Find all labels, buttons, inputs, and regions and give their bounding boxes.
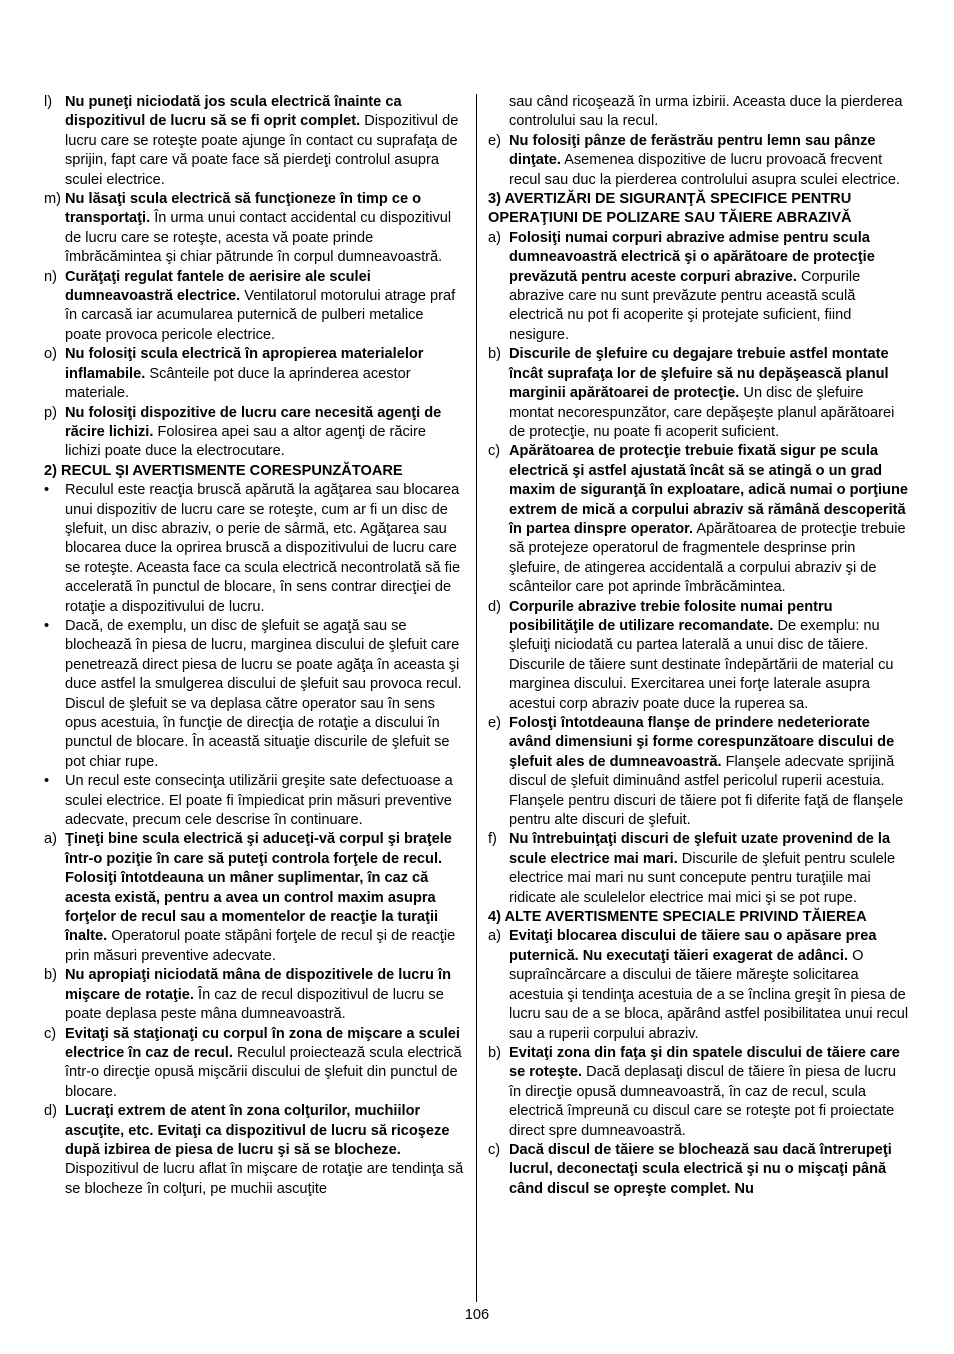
item-text: Asemenea dispozitive de lucru provoacă frecvent recul sau duc la pierderea controlului asupra sculei electrice. [509,152,900,188]
item-text: De exemplu: nu şlefuiţi niciodată cu partea laterală a unui disc de tăiere. Discurile de tăiere sunt destinate îndepărtării de material cu marginea discului. Exercitarea unei forţe laterale asupra acestui corp abraziv poate duce la ruperea sa. [509,617,894,712]
item-bold-text: Lucraţi extrem de atent în zona colţurilor, muchiilor ascuţite, etc. Evitaţi ca dispozitivul de lucru să ricoşeze după izbirea de piesa de lucru şi să se blocheze. [65,1103,450,1158]
list-item [44,345,464,403]
item-label: b) [488,1044,501,1061]
list-item [488,345,910,442]
bullet-item [44,481,464,617]
item-label: l) [44,94,53,110]
page-number: 106 [464,1307,490,1323]
item-text: Flanşele adecvate sprijină discul de şlefuit diminuând astfel pericolul ruperii acestuia. Flanşele pentru discuri de tăiere pot fi diferite faţă de flanşele pentru alte discuri de şlefuit. [509,753,904,829]
item-bold-text: Folosţi întotdeauna flanşe de prindere nedeteriorate având dimensiuni şi forme corespunzătoare discului de şlefuit ales de dumneavoastră. [509,715,895,770]
item-label: f) [488,831,497,848]
item-text: Dispozitivul de lucru care se roteşte poate ajunge în contact cu suprafaţa de sprijin, fapt care vă poate face să pierdeţi controlul asupra sculei electrice. [65,113,459,188]
bullet-item [44,617,464,772]
item-label: o) [44,346,57,363]
item-bold-text: Nu folosiţi scula electrică în apropierea materialelor inflamabile. [65,346,424,382]
item-label: p) [44,404,57,421]
list-item [44,830,464,966]
item-text: Reculul este reacţia bruscă apărută la agăţarea sau blocarea unui dispozitiv de lucru care se roteşte, cum ar fi un disc de şlefuit, un disc abraziv, o perie de sârmă, etc. Agăţarea sau blocarea duce la oprirea bruscă a dispozitivului de lucru care se roteşte. Aceasta face ca scula electrică necontrolată să fie accelerată în punctul de blocare, în sens contrar direcţiei de rotaţie a dispozitivului de lucru. [65,482,461,615]
item-bold-text: Evitaţi blocarea discului de tăiere sau o apăsare prea puternică. Nu executaţi tăieri exagerat de adânci. [509,928,877,964]
item-bold-text: Evitaţi zona din faţa şi din spatele discului de tăiere care se roteşte. [509,1044,900,1081]
item-text: În caz de recul dispozitivul de lucru se poate deplasa peste mâna dumneavoastră. [65,986,444,1023]
item-label: • [44,617,50,634]
item-text: Un disc de şlefuire montat necorespunzător, care depăşeşte planul apărătoarei de protecţie, nu poate fi acoperit suficient. [509,385,895,440]
list-item [44,404,464,462]
list-item [488,93,910,132]
list-item [488,927,910,1043]
item-label: d) [488,598,501,615]
item-label: b) [488,346,501,363]
item-label: c) [488,1141,501,1158]
item-text: În urma unui contact accidental cu dispozitivul de lucru care se roteşte, acesta vă poate prinde îmbrăcămintea şi chiar pătrunde în corpul dumneavoastră. [65,210,452,266]
item-bold-text: Nu folosiţi pânze de ferăstrău pentru lemn sau pânze dinţate. [509,132,876,169]
item-bold-text: Ţineţi bine scula electrică şi aduceţi-vă corpul şi braţele într-o poziţie în care să puteţi controla forţele de recul. Folosiţi întotdeauna un mâner suplimentar, în caz că acesta există, pentru a avea un control maxim asupra forţelor de recul sau a momentelor de reacţie la turaţii înalte. [65,831,452,945]
item-text: Folosirea apei sau a altor agenţi de răcire lichizi poate duce la electrocutare. [65,423,426,460]
section-heading: 2) RECUL ŞI AVERTISMENTE CORESPUNZĂTOARE [44,462,403,479]
item-text: Reculul proiectează scula electrică într-o direcţie opusă mişcării discului de şlefuit din punctul de blocare. [65,1044,462,1100]
item-bold-text: Discurile de şlefuire cu degajare trebuie astfel montate încât suprafaţa lor de şlefuire să nu depăşească planul marginii apărătoarei de protecţie. [509,346,889,402]
item-bold-text: Nu puneţi niciodată jos scula electrică înainte ca dispozitivul de lucru să se fi oprit complet. [65,94,402,130]
item-text: Corpurile abrazive care nu sunt prevăzute pentru această sculă electrică nu pot fi acoperite şi protejate suficient, fiind nesigure. [509,268,861,343]
list-item [44,93,464,190]
list-item [488,132,910,190]
item-label: d) [44,1103,57,1120]
item-bold-text: Dacă discul de tăiere se blochează sau dacă întrerupeţi lucrul, deconectaţi scula electrică şi nu o mişcaţi până când discul se opreşte complet. Nu [509,1141,892,1197]
item-text: Apărătoarea de protecţie trebuie să protejeze operatorul de fragmentele desprinse prin şlefuire, de atingerea accidentală a corpului abraziv şi de scânteilor care pot aprinde îmbrăcămintea. [509,520,906,596]
item-label: a) [488,928,501,945]
left-column [44,93,464,1199]
list-item [44,190,464,268]
item-label: b) [44,967,57,984]
item-label: • [44,482,50,499]
item-text: Ventilatorul motorului atrage praf în carcasă iar acumularea puternică de pulberi metalice poate provoca pericole electrice. [65,288,456,343]
item-label: a) [488,229,501,246]
list-item [488,598,910,714]
list-item [44,1102,464,1199]
item-label: c) [44,1025,57,1042]
list-item [488,1141,910,1199]
item-text: O supraîncărcare a discului de tăiere măreşte solicitarea acestuia şi tendinţa acestuia de a se înclina greşit în piesa de lucru sau de a se bloca, apărând astfel posibilitatea unui recul sau a ruperii corpului abraziv. [509,947,909,1042]
list-item [488,714,910,830]
right-column [488,93,910,1199]
section-heading: 4) ALTE AVERTISMENTE SPECIALE PRIVIND TĂIEREA [488,909,867,926]
item-bold-text: Folosiţi numai corpuri abrazive admise pentru scula dumneavoastră electrică şi o apărătoare de protecţie prevăzută pentru aceste corpuri abrazive. [509,229,875,285]
item-bold-text: Nu folosiţi dispozitive de lucru care necesită agenţi de răcire lichizi. [65,404,442,440]
item-bold-text: Nu apropiaţi niciodată mâna de dispozitivele de lucru în mişcare de rotaţie. [65,967,451,1003]
list-item [44,268,464,346]
item-bold-text: Nu lăsaţi scula electrică să funcţioneze în timp ce o transportaţi. [65,191,422,227]
item-label: c) [488,443,501,460]
item-text: Dacă, de exemplu, un disc de şlefuit se agaţă sau se blochează în piesa de lucru, marginea discului de şlefuit care penetrează direct piesa de lucru se poate agăţa în aceasta şi duce astfel la smulgerea discului de şlefuit sau provoca recul. Discul de şlefuit se va deplasa către operator sau în sens opus acestuia, în funcţie de direcţia de rotaţie a discului în punctul de blocare. În această situaţie discurile de şlefuit se pot chiar rupe. [65,617,462,770]
item-label: e) [488,715,501,731]
item-text: Un recul este consecinţa utilizării greşite sate defectuoase a sculei electrice. El poate fi împiedicat prin măsuri preventive adecvate, precum cele descrise în continuare. [65,773,453,829]
item-text: Operatorul poate stăpâni forţele de recul şi de reacţie prin măsuri preventive adecvate. [65,928,456,964]
item-label: • [44,773,50,790]
item-bold-text: Apărătoarea de protecţie trebuie fixată sigur pe scula electrică şi astfel ajustată încât să se atingă o un grad maxim de siguranţă în exploatare, adică numai o porţiune extrem de mică a corpului abraziv să rămână descoperită în partea dinspre operator. [509,443,908,537]
list-item [44,1025,464,1103]
item-bold-text: Curăţaţi regulat fantele de aerisire ale sculei dumneavoastră electrice. [65,268,371,305]
column-divider [476,94,477,1302]
item-bold-text: Nu întrebuinţaţi discuri de şlefuit uzate provenind de la scule electrice mai mari. [509,831,891,867]
list-item [488,830,910,908]
item-label: n) [44,268,57,285]
list-item [44,966,464,1024]
list-item [488,1044,910,1141]
item-text: Scânteile pot duce la aprinderea acestor materiale. [65,365,411,402]
list-item [488,229,910,345]
item-text: Discurile de şlefuit pentru sculele electrice mai mari nu sunt concepute pentru turaţiile mai ridicate ale sculelelor electrice mai mici şi se pot rupe. [509,850,896,906]
section-heading: 3) AVERTIZĂRI DE SIGURANŢĂ SPECIFICE PENTRU OPERAŢIUNI DE POLIZARE SAU TĂIERE ABRAZIVĂ [488,191,852,227]
item-label: e) [488,132,501,149]
bullet-item [44,772,464,830]
item-bold-text: Evitaţi să staţionaţi cu corpul în zona de mişcare a sculei electrice în caz de recul. [65,1025,460,1061]
item-label: m) [44,191,62,208]
item-text: Dacă deplasaţi discul de tăiere în piesa de lucru în direcţie opusă dumneavoastră, în caz de recul, scula electrică împreună cu discul care se roteşte pot fi proiectate direct spre dumneavoastră. [509,1064,896,1139]
item-text: sau când ricoşează în urma izbirii. Aceasta duce la pierderea controlului sau la recul. [509,94,903,130]
list-item [488,442,910,597]
item-bold-text: Corpurile abrazive trebie folosite numai pentru posibilităţile de utilizare recomandate. [509,598,833,634]
item-label: a) [44,831,57,848]
item-text: Dispozitivul de lucru aflat în mişcare de rotaţie are tendinţa să se blocheze în colţuri, pe muchii ascuţite [65,1161,464,1197]
